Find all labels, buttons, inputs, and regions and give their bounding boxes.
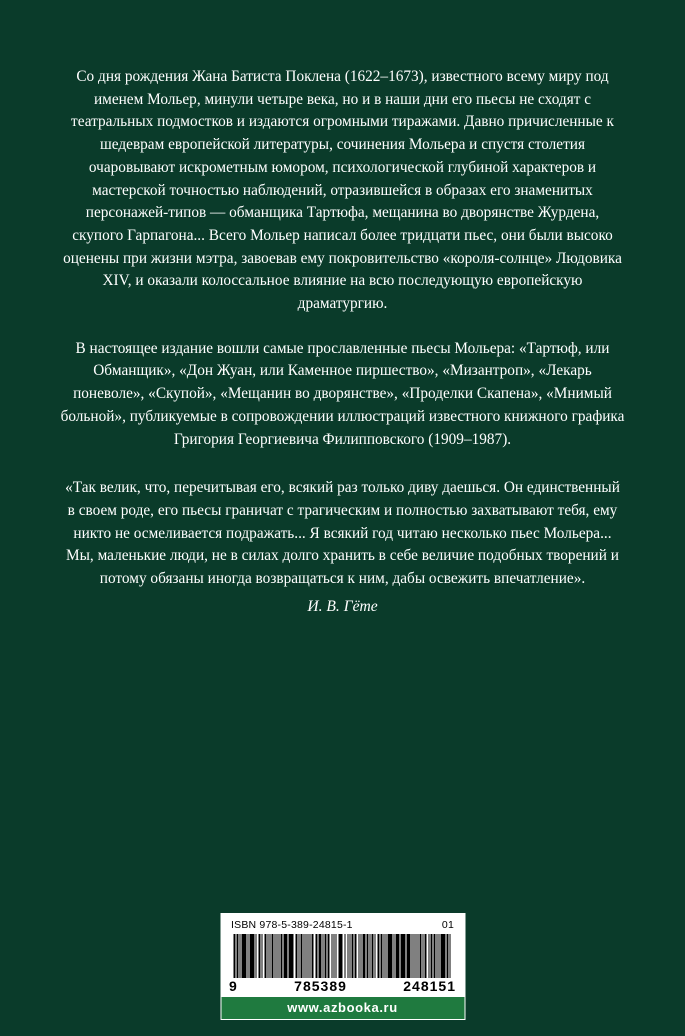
barcode-gap	[450, 934, 451, 978]
barcode-digits	[221, 978, 464, 997]
blurb-text-block	[60, 66, 625, 634]
isbn-row	[221, 914, 464, 932]
publisher-website[interactable]: www.azbooka.ru	[221, 997, 464, 1019]
blurb-quote: «Так велик, что, перечитывая его, всякий раз только диву даешься. Он единственный в своем роде, его пьесы граничат с трагическим и полностью захватывают тебя, ему никто не осмеливается подражать... Я всякий год читаю несколько пьес Мольера... Мы, маленькие люди, не в силах долго хранить в себе величие подобных творений и потому обязаны иногда возвращаться к ним, дабы освежить впечатление».	[65, 479, 620, 588]
barcode-block	[220, 913, 465, 1020]
barcode-digit-group-1: 785389	[294, 978, 347, 994]
barcode-bars	[221, 932, 464, 978]
barcode-addon: 01	[441, 919, 454, 931]
barcode-digit-group-2: 248151	[403, 978, 456, 994]
quote-attribution: И. В. Гёте	[307, 597, 378, 615]
blurb-paragraph-1: Со дня рождения Жана Батиста Поклена (1622–1673), известного всему миру под именем Мольер, минули четыре века, но и в наши дни его пьесы не сходят с театральных подмостков и издаются огромными тиражами. Давно причисленные к шедеврам европейской литературы, сочинения Мольера и спустя столетия очаровывают искрометным юмором, психологической глубиной характеров и мастерской точностью наблюдений, отразившейся в образах его знаменитых персонажей-типов — обманщика Тартюфа, мещанина во дворянстве Журдена, скупого Гарпагона... Всего Мольер написал более тридцати пьес, они были высоко оценены при жизни мэтра, завоевав ему покровительство «короля-солнце» Людовика XIV, и оказали колоссальное влияние на всю последующую европейскую драматургию.	[63, 68, 622, 313]
blurb-paragraph-2: В настоящее издание вошли самые прославленные пьесы Мольера: «Тартюф, или Обманщик», «Дон Жуан, или Каменное пиршество», «Мизантроп», «Лекарь поневоле», «Скупой», «Мещанин во дворянстве», «Проделки Скапена», «Мнимый больной», публикуемые в сопровождении иллюстраций известного книжного графика Григория Георгиевича Филипповского (1909–1987).	[60, 339, 625, 448]
barcode-digit-lead: 9	[229, 978, 238, 994]
isbn-text: ISBN 978-5-389-24815-1	[231, 919, 353, 931]
